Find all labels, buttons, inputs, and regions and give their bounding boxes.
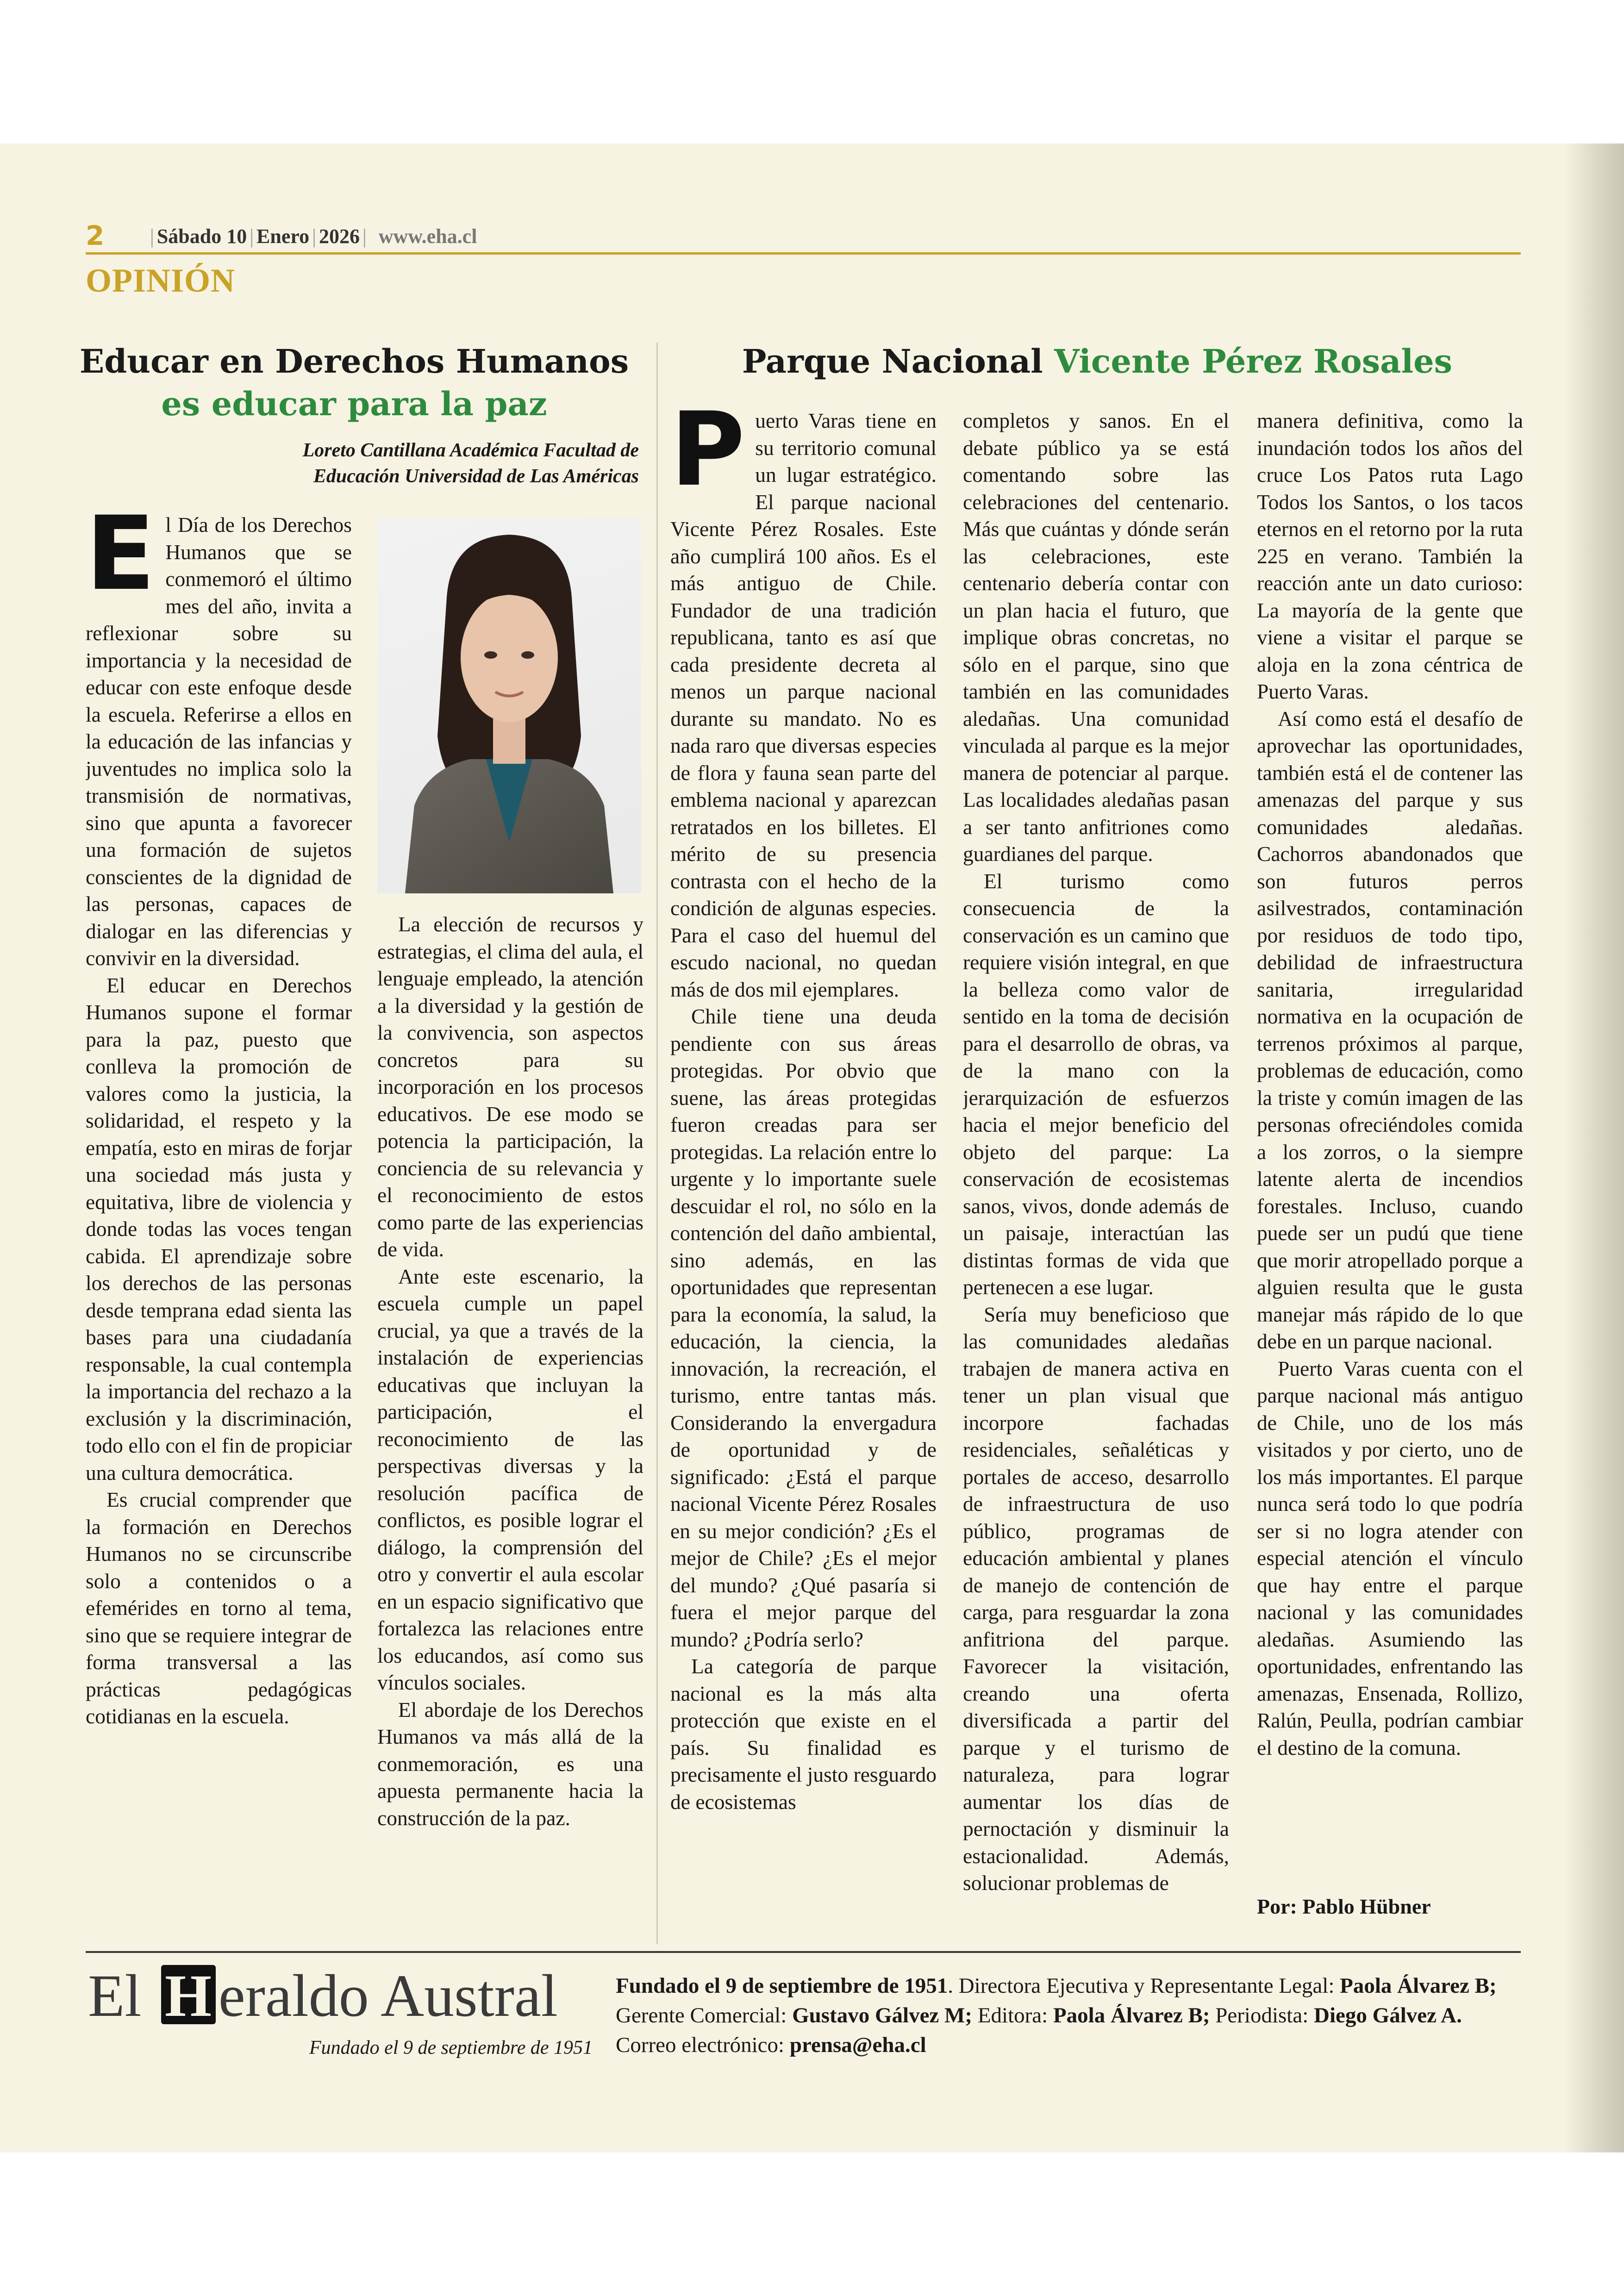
paragraph: El Día de los Derechos Humanos que se conmemoró el último mes del año, invita a reflexionar sobre su importancia y la necesidad de educar con este enfoque desde la escuela. Referirse a ellos en la educación de las infancias y juventudes no implica solo la transmisión de normativas, sino que apunta a favorecer una formación de sujetos conscientes de la dignidad de las personas, capaces de dialogar en las diferencias y convivir en la diversidad.: [86, 511, 352, 970]
date-line: | Sábado 10 | Enero | 2026 | www.eha.cl: [150, 225, 477, 248]
exec-label: Directora Ejecutiva y Representante Legal:: [958, 1974, 1335, 1998]
left-article-byline: [88, 437, 639, 489]
paragraph: El educar en Derechos Humanos supone el formar para la paz, puesto que conlleva la promoción de valores como la justicia, la solidaridad, el respeto y la empatía, esto en miras de forjar una sociedad más justa y equitativa, libre de violencia y donde todas las voces tengan cabida. El aprendizaje sobre los derechos de las personas desde temprana edad sienta las bases para una ciudadanía responsable, la cual contempla la importancia del rechazo a la exclusión y la discriminación, todo ello con el fin de propiciar una cultura democrática.: [86, 973, 352, 1484]
date-day: Sábado 10: [156, 225, 247, 248]
right-article-title: [671, 340, 1523, 383]
portrait-illustration: [377, 518, 641, 893]
left-article-column-1: [86, 511, 352, 1928]
paragraph: Ante este escenario, la escuela cumple un papel crucial, ya que a través de la instalación de experiencias educativas que incluyan la participación, el reconocimiento de las perspectivas diversas y la resolución pacífica de conflictos, es posible lograr el diálogo, la comprensión del otro y convertir el aula escolar en un espacio significativo que fortalezca las relaciones entre los educandos, así como sus vínculos sociales.: [377, 1264, 643, 1694]
paragraph: Así como está el desafío de aprovechar las oportunidades, también está el de contener las amenazas del parque y sus comunidades aledañas. Cachorros abandonados que son futuros perros asilvestrados, contaminación por residuos de todo tipo, debilidad de infraestructura sanitaria, irregularidad normativa en la ocupación de terrenos próximos al parque, problemas de educación, como la triste y común imagen de las personas ofreciéndoles comida a los zorros, o la siempre latente alerta de incendios forestales. Incluso, cuando puede ser un pudú que tiene que morir atropellado porque a alguien resulta que le gusta manejar más rápido de lo que debe en un parque nacional.: [1257, 706, 1523, 1353]
paragraph: Puerto Varas tiene en su territorio comunal un lugar estratégico. El parque nacional Vicente Pérez Rosales. Este año cumplirá 100 años. Es el más antiguo de Chile. Fundador de una tradición republicana, tanto es así que cada presidente decreta al menos un parque nacional durante su mandato. No es nada raro que diversas especies de flora y fauna sean parte del emblema nacional y aparezcan retratados en los billetes. El mérito de su presencia contrasta con el hecho de la condición de algunas especies. Para el caso del huemul del escudo nacional, no quedan más de dos mil ejemplares.: [670, 407, 937, 1001]
date-month: Enero: [256, 225, 310, 248]
left-title-line2: es educar para la paz: [161, 385, 547, 423]
paragraph: La categoría de parque nacional es la más alta protección que existe en el país. Su finalidad es precisamente el justo resguardo de ecosistemas: [670, 1654, 937, 1814]
journalist-label: Periodista:: [1215, 2003, 1309, 2027]
exec-name: Paola Álvarez B;: [1340, 1974, 1497, 1998]
column-divider: [656, 343, 658, 1944]
drop-cap: E: [86, 511, 156, 613]
right-article-column-1: [670, 407, 937, 1921]
email-label: Correo electrónico:: [616, 2033, 785, 2057]
byline-line1: Loreto Cantillana Académica Facultad de: [302, 440, 639, 461]
footer-credits: Fundado el 9 de septiembre de 1951. Directora Ejecutiva y Representante Legal: Paola Álvarez B; Gerente Comercial: Gustavo Gálvez M; Editora: Paola Álvarez B; Periodista: Diego Gálvez A. Correo electrónico: prensa@eha.cl: [616, 1974, 1497, 2057]
manager-label: Gerente Comercial:: [616, 2003, 787, 2027]
date-year: 2026: [319, 225, 360, 248]
email-link[interactable]: prensa@eha.cl: [789, 2033, 926, 2057]
editor-label: Editora:: [977, 2003, 1048, 2027]
article-author: Por: Pablo Hübner: [1257, 1895, 1431, 1918]
manager-name: Gustavo Gálvez M;: [792, 2003, 973, 2027]
paragraph: Es crucial comprender que la formación en Derechos Humanos no se circunscribe solo a contenidos o a efemérides en torno al tema, sino que se requiere integrar de forma transversal a las prácticas pedagógicas cotidianas en la escuela.: [86, 1488, 352, 1728]
page-edge-shadow: [1564, 143, 1624, 2152]
drop-cap: P: [670, 407, 745, 509]
paragraph: El abordaje de los Derechos Humanos va más allá de la conmemoración, es una apuesta permanente hacia la construcción de la paz.: [377, 1697, 643, 1830]
section-label: OPINIÓN: [86, 262, 236, 299]
logo-graphic: [88, 1960, 597, 2030]
left-article-column-2: [377, 911, 643, 1929]
footer-rule: [86, 1951, 1521, 1953]
page-number: 2: [86, 220, 105, 251]
paragraph: completos y sanos. En el debate público ya se está comentando sobre las celebraciones del centenario. Más que cuántas y dónde serán las celebraciones, este centenario debería contar con un plan hacia el futuro, que implique obras concretas, no sólo en el parque, sino que también en las comunidades aledañas. Una comunidad vinculada al parque es la mejor manera de potenciar al parque. Las localidades aledañas pasan a ser tanto anfitriones como guardianes del parque.: [963, 409, 1229, 866]
paragraph: Puerto Varas cuenta con el parque nacional más antiguo de Chile, uno de los más visitados y por cierto, uno de los más importantes. El parque nunca será todo lo que podría ser si no logra atender con especial atención el vínculo que hay entre el parque nacional y las comunidades aledañas. Asumiendo las oportunidades, enfrentando las amenazas, Ensenada, Rollizo, Ralún, Peulla, podrían cambiar el destino de la comuna.: [1257, 1356, 1523, 1759]
left-article-title: [69, 340, 639, 425]
editor-name: Paola Álvarez B;: [1053, 2003, 1210, 2027]
journalist-name: Diego Gálvez A.: [1314, 2003, 1462, 2027]
founded-date: Fundado el 9 de septiembre de 1951: [616, 1974, 948, 1998]
right-article-column-3: [1257, 407, 1523, 1879]
paragraph: manera definitiva, como la inundación todos los años del cruce Los Patos ruta Lago Todos los Santos, o los tacos eternos en el retorno por la ruta 225 en verano. También la reacción ante un dato curioso: La mayoría de la gente que viene a visitar el parque se aloja en la zona céntrica de Puerto Varas.: [1257, 409, 1523, 703]
author-photo: [377, 518, 641, 893]
right-title-green: Vicente Pérez Rosales: [1054, 342, 1453, 380]
paragraph: Chile tiene una deuda pendiente con sus áreas protegidas. Por obvio que suene, las áreas protegidas fueron creadas para ser protegidas. La relación entre lo urgente y lo importante suele descuidar el rol, no sólo en la contención del daño ambiental, sino además, en las oportunidades que representan para la economía, la salud, la educación, la ciencia, la innovación, la recreación, el turismo, entre tantas más. Considerando la envergadura de oportunidad y de significado: ¿Está el parque nacional Vicente Pérez Rosales en su mejor condición? ¿Es el mejor de Chile? ¿Es el mejor del mundo? ¿Qué pasaría si fuera el mejor parque del mundo? ¿Podría serlo?: [670, 1004, 937, 1651]
masthead-logo: [88, 1960, 597, 2030]
left-title-line1: Educar en Derechos Humanos: [79, 342, 629, 380]
logo-text-eraldo: eraldo Austral: [219, 1963, 558, 2029]
paragraph: El turismo como consecuencia de la conservación es un camino que requiere visión integral, en que la belleza como valor de sentido en la toma de decisión para el desarrollo de obras, va de la mano con la jerarquización de esfuerzos hacia el mejor beneficio del objeto del parque: La conservación de ecosistemas sanos, vivos, donde además de un paisaje, interactúan las distintas formas de vida que pertenecen a ese lugar.: [963, 869, 1229, 1299]
logo-text-el: El: [88, 1963, 142, 2029]
right-article-column-2: [963, 407, 1229, 1921]
paragraph: Sería muy beneficioso que las comunidades aledañas trabajen de manera activa en tener un plan visual que incorpore fachadas residenciales, señaléticas y portales de acceso, desarrollo de infraestructura de uso público, programas de educación ambiental y planes de manejo de contención de carga, para resguardar la zona anfitriona del parque. Favorecer la visitación, creando una oferta diversificada a partir del parque y el turismo de naturaleza, para lograr aumentar los días de pernoctación y disminuir la estacionalidad. Además, solucionar problemas de: [963, 1302, 1229, 1895]
logo-subtitle: Fundado el 9 de septiembre de 1951: [309, 2037, 593, 2058]
website-link[interactable]: www.eha.cl: [378, 225, 477, 248]
byline-line2: Educación Universidad de Las Américas: [313, 466, 639, 487]
logo-letter-h: H: [165, 1963, 212, 2029]
paragraph: La elección de recursos y estrategias, el clima del aula, el lenguaje empleado, la atención a la diversidad y la gestión de la convivencia, son aspectos concretos para su incorporación en los procesos educativos. De ese modo se potencia la participación, la conciencia de su relevancia y el reconocimiento de estos como parte de las experiencias de vida.: [377, 912, 643, 1261]
right-title-black: Parque Nacional: [742, 342, 1043, 380]
header-rule: [86, 252, 1521, 255]
